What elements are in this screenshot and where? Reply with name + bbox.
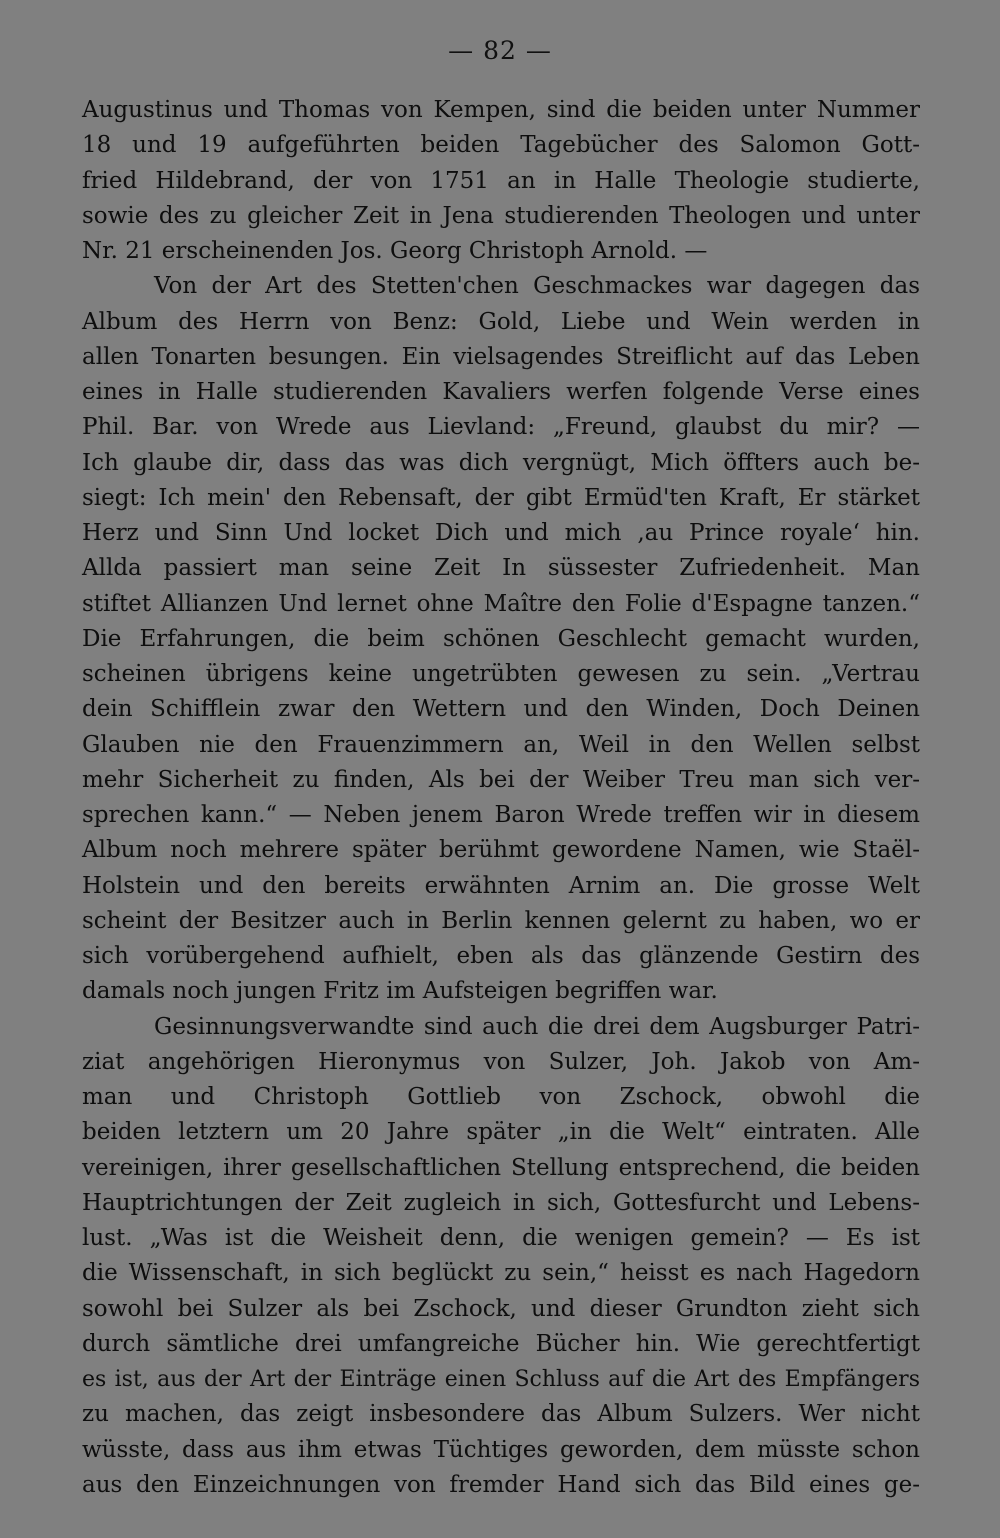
text-line: siegt: Ich mein' den Rebensaft, der gibt Ermüd'ten Kraft, Er stärket xyxy=(82,484,920,511)
text-line: sich vorübergehend aufhielt, eben als das glänzende Gestirn des xyxy=(82,943,920,969)
text-line: ziat angehörigen Hieronymus von Sulzer, Joh. Jakob von Am- xyxy=(82,1048,920,1075)
text-line: Die Erfahrungen, die beim schönen Geschlecht gemacht wurden, xyxy=(82,625,920,652)
text-line: 18 und 19 aufgeführten beiden Tagebücher des Salomon Gott- xyxy=(82,132,920,159)
text-line: Herz und Sinn Und locket Dich und mich ‚au Prince royale‘ hin. xyxy=(82,520,920,546)
text-line: fried Hildebrand, der von 1751 an in Halle Theologie studierte, xyxy=(82,167,920,194)
text-line: scheint der Besitzer auch in Berlin kennen gelernt zu haben, wo er xyxy=(82,907,920,934)
body-text xyxy=(82,93,920,1503)
text-line: mehr Sicherheit zu finden, Als bei der Weiber Treu man sich ver- xyxy=(82,766,920,793)
text-line: Holstein und den bereits erwähnten Arnim an. Die grosse Welt xyxy=(82,872,920,899)
text-line: Gesinnungsverwandte sind auch die drei dem Augsburger Patri- xyxy=(154,1013,920,1040)
text-line: Phil. Bar. von Wrede aus Lievland: „Freund, glaubst du mir? — xyxy=(82,414,920,441)
text-line: zu machen, das zeigt insbesondere das Album Sulzers. Wer nicht xyxy=(82,1401,920,1428)
text-line: lust. „Was ist die Weisheit denn, die wenigen gemein? — Es ist xyxy=(82,1225,920,1251)
text-line: Allda passiert man seine Zeit In süssester Zufriedenheit. Man xyxy=(82,555,920,582)
text-line: Ich glaube dir, dass das was dich vergnügt, Mich öffters auch be- xyxy=(82,449,920,476)
text-line: es ist, aus der Art der Einträge einen Schluss auf die Art des Empfängers xyxy=(82,1367,920,1392)
text-line: scheinen übrigens keine ungetrübten gewesen zu sein. „Vertrau xyxy=(82,661,920,687)
text-line: stiftet Allianzen Und lernet ohne Maître den Folie d'Espagne tanzen.“ xyxy=(82,590,920,617)
text-line: aus den Einzeichnungen von fremder Hand sich das Bild eines ge- xyxy=(82,1471,920,1498)
text-line: sowohl bei Sulzer als bei Zschock, und dieser Grundton zieht sich xyxy=(82,1295,920,1322)
text-line: damals noch jungen Fritz im Aufsteigen begriffen war. xyxy=(82,978,718,1005)
text-line: die Wissenschaft, in sich beglückt zu sein,“ heisst es nach Hagedorn xyxy=(82,1260,920,1287)
text-line: Augustinus und Thomas von Kempen, sind die beiden unter Nummer xyxy=(82,97,920,123)
text-line: Glauben nie den Frauenzimmern an, Weil in den Wellen selbst xyxy=(82,731,920,758)
text-line: dein Schifflein zwar den Wettern und den Winden, Doch Deinen xyxy=(82,696,920,723)
text-line: beiden letztern um 20 Jahre später „in die Welt“ eintraten. Alle xyxy=(82,1119,920,1146)
text-line: Album des Herrn von Benz: Gold, Liebe und Wein werden in xyxy=(82,308,920,335)
text-line: man und Christoph Gottlieb von Zschock, obwohl die xyxy=(82,1084,920,1110)
text-line: durch sämtliche drei umfangreiche Bücher hin. Wie gerechtfertigt xyxy=(82,1330,920,1357)
text-line: Nr. 21 erscheinenden Jos. Georg Christoph Arnold. — xyxy=(82,238,708,264)
text-line: Album noch mehrere später berühmt gewordene Namen, wie Staël- xyxy=(82,837,920,864)
text-line: sprechen kann.“ — Neben jenem Baron Wrede treffen wir in diesem xyxy=(82,802,920,828)
text-line: eines in Halle studierenden Kavaliers werfen folgende Verse eines xyxy=(82,379,920,405)
text-line: allen Tonarten besungen. Ein vielsagendes Streiflicht auf das Leben xyxy=(82,343,920,370)
page-number: — 82 — xyxy=(448,36,552,65)
text-line: wüsste, dass aus ihm etwas Tüchtiges geworden, dem müsste schon xyxy=(82,1436,920,1463)
text-line: Von der Art des Stetten'chen Geschmackes war dagegen das xyxy=(154,273,920,300)
text-line: Hauptrichtungen der Zeit zugleich in sich, Gottesfurcht und Lebens- xyxy=(82,1189,920,1216)
text-line: vereinigen, ihrer gesellschaftlichen Stellung entsprechend, die beiden xyxy=(82,1154,920,1181)
text-line: sowie des zu gleicher Zeit in Jena studierenden Theologen und unter xyxy=(82,202,920,229)
